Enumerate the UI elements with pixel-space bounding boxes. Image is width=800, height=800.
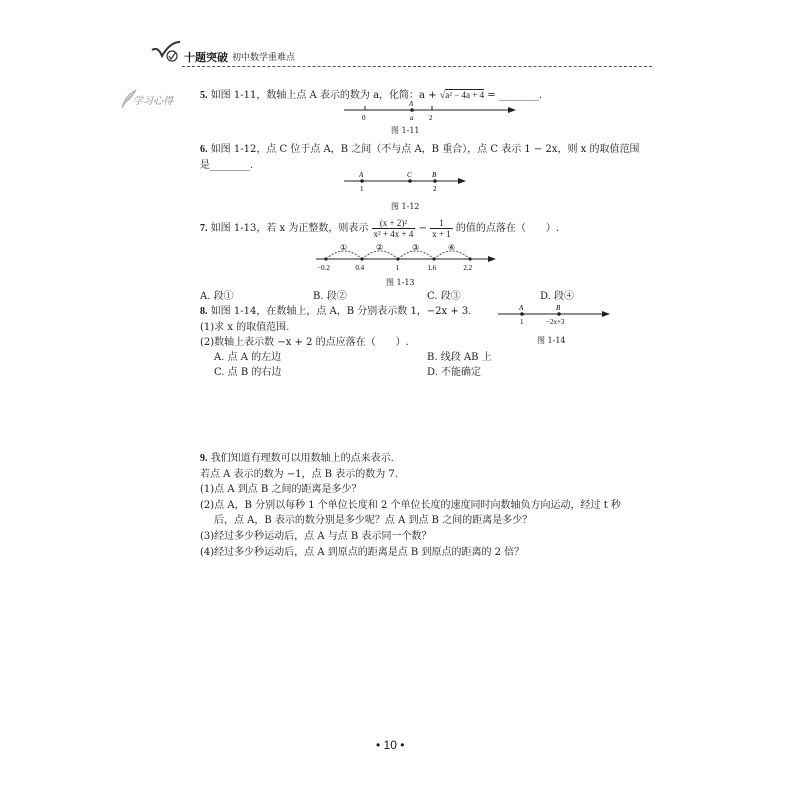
- point-label: A: [519, 304, 524, 312]
- question-7: [200, 216, 559, 242]
- question-number: 6.: [200, 144, 208, 155]
- tick-label: 1: [395, 264, 400, 272]
- segment-arc: [398, 251, 434, 259]
- question-number: 8.: [200, 306, 208, 317]
- point-label: A: [409, 100, 414, 108]
- radicand: a² − 4a + 4: [445, 90, 485, 100]
- question-number: 9.: [200, 453, 208, 464]
- question-9-line-3: (1)点 A 到点 B 之间的距离是多少？: [200, 484, 362, 495]
- tick-label: 1: [360, 185, 364, 193]
- answer-blank: = ________.: [487, 90, 543, 101]
- q7-option-d[interactable]: D. 段④: [540, 291, 575, 302]
- sqrt-expression: √a² − 4a + 4: [439, 90, 485, 101]
- fraction-1-numerator: (x + 2)²: [372, 218, 416, 229]
- header-subtitle: 初中数学重难点: [232, 53, 296, 63]
- header-divider: [182, 66, 652, 67]
- number-line-1-11: [340, 100, 520, 122]
- tick-label: 1.6: [427, 264, 437, 272]
- segment-arc: [434, 251, 470, 259]
- tick-label: −2x+3: [546, 318, 565, 326]
- tick-label: 2.2: [463, 264, 473, 272]
- minus-sign: −: [418, 223, 427, 234]
- tick-label: 1: [520, 318, 524, 326]
- q8-option-d[interactable]: D. 不能确定: [427, 367, 482, 378]
- question-6: [200, 143, 639, 157]
- q8-option-c[interactable]: C. 点 B 的右边: [214, 367, 282, 378]
- number-line-1-13: [312, 240, 500, 272]
- question-9-line-5: 后，点 A，B 表示的数分别是多少呢？点 A 到点 B 之间的距离是多少？: [214, 515, 533, 526]
- question-number: 5.: [200, 90, 208, 101]
- segment-arc: [362, 251, 398, 259]
- segment-label: ③: [412, 243, 420, 252]
- tick-label: 2: [429, 114, 433, 122]
- fraction-1-denominator: x² + 4x + 4: [373, 229, 414, 239]
- segment-label: ④: [448, 243, 456, 252]
- segment-label: ①: [340, 243, 348, 252]
- question-number: 7.: [200, 223, 208, 234]
- fraction-2: [430, 218, 453, 239]
- header-logo: [150, 40, 182, 66]
- fraction-2-numerator: 1: [430, 218, 453, 229]
- segment-label: ②: [376, 243, 384, 252]
- q8-option-b[interactable]: B. 线段 AB 上: [427, 352, 492, 363]
- figure-caption-1-11: 图 1-11: [391, 126, 420, 135]
- question-8: [200, 305, 471, 319]
- question-text: 如图 1-13，若 x 为正整数，则表示: [210, 223, 369, 234]
- question-text: 如图 1-11，数轴上点 A 表示的数为 a，化简：a +: [210, 90, 437, 101]
- question-stem: 如图 1-14，在数轴上，点 A，B 分别表示数 1，−2x + 3.: [210, 306, 472, 317]
- question-text-end: 的值的点落在（ ）.: [455, 223, 560, 234]
- fraction-1: [372, 218, 416, 239]
- point-label: C: [407, 171, 412, 179]
- point-label: B: [432, 171, 437, 179]
- point-label: B: [556, 304, 561, 312]
- segment-arc: [326, 251, 362, 259]
- page-number: • 10 •: [376, 738, 405, 752]
- question-6-line2: 是________.: [200, 160, 254, 171]
- point-label: A: [359, 171, 364, 179]
- tick-label: 0.4: [355, 264, 365, 272]
- question-8-part2: (2)数轴上表示数 −x + 2 的点应落在（ ）.: [200, 337, 409, 348]
- question-9-line-2: 若点 A 表示的数为 −1，点 B 表示的数为 7.: [200, 469, 398, 480]
- question-9: [200, 452, 394, 466]
- question-9-line-7: (4)经过多少秒运动后，点 A 到原点的距离是点 B 到原点的距离的 2 倍？: [200, 547, 525, 558]
- question-8-part1: (1)求 x 的取值范围.: [200, 322, 290, 333]
- number-line-1-12: [340, 170, 470, 194]
- question-9-line-6: (3)经过多少秒运动后，点 A 与点 B 表示同一个数？: [200, 531, 432, 542]
- tick-label: a: [410, 114, 414, 122]
- q7-option-b[interactable]: B. 段②: [313, 291, 347, 302]
- figure-caption-1-13: 图 1-13: [386, 278, 415, 287]
- margin-note-label: 学习心得: [133, 96, 173, 107]
- tick-label: 0: [362, 114, 366, 122]
- tick-label: −0.2: [317, 264, 330, 272]
- fraction-2-denominator: x + 1: [432, 229, 451, 239]
- question-9-line-4: (2)点 A，B 分别以每秒 1 个单位长度和 2 个单位长度的速度同时向数轴负方向运动，经过 t 秒: [200, 500, 621, 511]
- header-brand: 十题突破: [184, 51, 228, 64]
- q7-option-c[interactable]: C. 段③: [427, 291, 461, 302]
- question-line-1: 我们知道有理数可以用数轴上的点来表示.: [210, 453, 394, 464]
- q8-option-a[interactable]: A. 点 A 的左边: [214, 352, 282, 363]
- figure-caption-1-12: 图 1-12: [391, 202, 420, 211]
- question-text-line1: 如图 1-12，点 C 位于点 A，B 之间（不与点 A，B 重合），点 C 表示 1 − 2x，则 x 的取值范围: [210, 144, 640, 155]
- figure-caption-1-14: 图 1-14: [537, 336, 566, 345]
- tick-label: 2: [433, 185, 437, 193]
- number-line-1-14: [494, 302, 616, 328]
- checkmark-logo-icon: [150, 40, 182, 66]
- q7-option-a[interactable]: A. 段①: [200, 291, 234, 302]
